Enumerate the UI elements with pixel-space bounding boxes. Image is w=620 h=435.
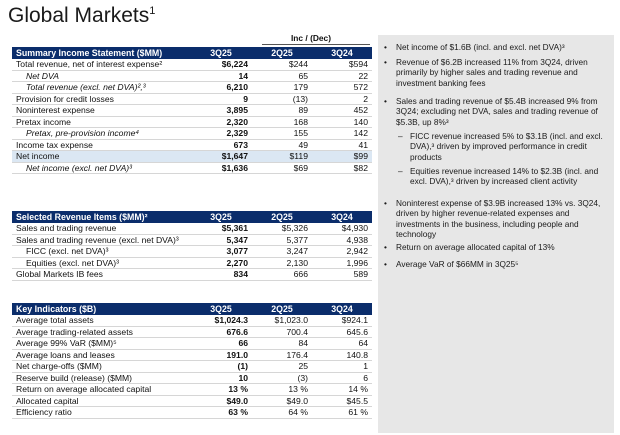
bullet-text: Return on average allocated capital of 13%: [396, 242, 555, 252]
row-label: Income tax expense: [12, 139, 190, 151]
cell-value: $4,930: [312, 223, 372, 234]
column-header: 3Q25: [190, 303, 252, 315]
table-header-row: [12, 303, 372, 315]
cell-value: 4,938: [312, 234, 372, 246]
bullet-dot-icon: •: [384, 42, 387, 52]
cell-value: 22: [312, 70, 372, 82]
summary-income-statement-table: [12, 47, 372, 174]
cell-value: (3): [252, 372, 312, 384]
table-row: [12, 139, 372, 151]
cell-value: $1,023.0: [252, 315, 312, 326]
table-header-row: [12, 47, 372, 59]
cell-value: 13 %: [190, 384, 252, 396]
cell-value: 2,130: [252, 257, 312, 269]
table-row: [12, 162, 372, 174]
row-label: Average 99% VaR ($MM)⁵: [12, 338, 190, 350]
table-row: [12, 59, 372, 70]
cell-value: 61 %: [312, 407, 372, 419]
cell-value: $49.0: [190, 395, 252, 407]
column-header: 2Q25: [252, 303, 312, 315]
bullet-text: Average VaR of $66MM in 3Q25⁵: [396, 259, 519, 269]
cell-value: 589: [312, 269, 372, 281]
cell-value: 49: [252, 139, 312, 151]
row-label: FICC (excl. net DVA)³: [12, 246, 190, 258]
cell-value: $6,224: [190, 59, 252, 70]
page-title: Global Markets$^1$: [8, 4, 156, 27]
column-header: 3Q25: [190, 211, 252, 223]
cell-value: $45.5: [312, 395, 372, 407]
cell-value: 179: [252, 82, 312, 94]
cell-value: 1: [312, 361, 372, 373]
table-row: [12, 151, 372, 163]
table-row: [12, 326, 372, 338]
cell-value: 673: [190, 139, 252, 151]
table-row: [12, 82, 372, 94]
cell-value: 6,210: [190, 82, 252, 94]
row-label: Reserve build (release) ($MM): [12, 372, 190, 384]
table-section-title: Selected Revenue Items ($MM)²: [12, 211, 190, 223]
cell-value: 64 %: [252, 407, 312, 419]
bullet-dot-icon: •: [384, 96, 387, 106]
row-label: Pretax income: [12, 116, 190, 128]
cell-value: 41: [312, 139, 372, 151]
row-label: Provision for credit losses: [12, 93, 190, 105]
commentary-bullet: [384, 42, 610, 52]
table-row: [12, 269, 372, 281]
cell-value: 700.4: [252, 326, 312, 338]
cell-value: 140: [312, 116, 372, 128]
bullet-text: Equities revenue increased 14% to $2.3B (incl. and excl. DVA),³ driven by increased client activity: [410, 166, 599, 187]
table-section-title: Summary Income Statement ($MM): [12, 47, 190, 59]
cell-value: 2,329: [190, 128, 252, 140]
table-row: [12, 384, 372, 396]
cell-value: 5,347: [190, 234, 252, 246]
cell-value: 1,996: [312, 257, 372, 269]
row-label: Net income (excl. net DVA)³: [12, 162, 190, 174]
column-header: 3Q24: [312, 303, 372, 315]
commentary-bullet: [384, 242, 610, 252]
bullet-text: Net income of $1.6B (incl. and excl. net DVA)³: [396, 42, 565, 52]
cell-value: 3,895: [190, 105, 252, 117]
table-row: [12, 338, 372, 350]
row-label: Net charge-offs ($MM): [12, 361, 190, 373]
cell-value: 676.6: [190, 326, 252, 338]
row-label: Return on average allocated capital: [12, 384, 190, 396]
cell-value: $49.0: [252, 395, 312, 407]
row-label: Net DVA: [12, 70, 190, 82]
bullet-dot-icon: •: [384, 57, 387, 67]
commentary-bullet: [384, 131, 610, 162]
bullet-text: Revenue of $6.2B increased 11% from 3Q24, driven primarily by higher sales and trading revenue and investment banking fees: [396, 57, 588, 88]
table-row: [12, 246, 372, 258]
cell-value: 3,247: [252, 246, 312, 258]
table-row: [12, 349, 372, 361]
commentary-bullet: [384, 259, 610, 269]
cell-value: 25: [252, 361, 312, 373]
row-label: Efficiency ratio: [12, 407, 190, 419]
cell-value: 2: [312, 93, 372, 105]
bullet-dot-icon: •: [384, 198, 387, 208]
table-row: [12, 257, 372, 269]
row-label: Total revenue, net of interest expense²: [12, 59, 190, 70]
cell-value: 2,270: [190, 257, 252, 269]
cell-value: 176.4: [252, 349, 312, 361]
row-label: Average total assets: [12, 315, 190, 326]
cell-value: 5,377: [252, 234, 312, 246]
dash-bullet-icon: –: [398, 131, 403, 141]
cell-value: 84: [252, 338, 312, 350]
cell-value: 834: [190, 269, 252, 281]
cell-value: 2,320: [190, 116, 252, 128]
cell-value: (13): [252, 93, 312, 105]
table-row: [12, 105, 372, 117]
row-label: Sales and trading revenue: [12, 223, 190, 234]
cell-value: $594: [312, 59, 372, 70]
cell-value: 452: [312, 105, 372, 117]
bullet-text: FICC revenue increased 5% to $3.1B (incl. and excl. DVA),³ driven by improved performance in credit products: [410, 131, 603, 162]
row-label: Allocated capital: [12, 395, 190, 407]
bullet-text: Sales and trading revenue of $5.4B increased 9% from 3Q24; excluding net DVA, sales and trading revenue of $5.3B, up 8%³: [396, 96, 598, 127]
table-row: [12, 315, 372, 326]
table-row: [12, 70, 372, 82]
inc-dec-label: Inc / (Dec): [290, 33, 332, 43]
cell-value: 65: [252, 70, 312, 82]
cell-value: 191.0: [190, 349, 252, 361]
commentary-bullet: [384, 198, 610, 240]
table-row: [12, 93, 372, 105]
table-row: [12, 234, 372, 246]
table-row: [12, 372, 372, 384]
commentary-bullet: [384, 166, 610, 187]
key-indicators-table: [12, 303, 372, 419]
table-row: [12, 128, 372, 140]
table-row: [12, 407, 372, 419]
cell-value: $1,636: [190, 162, 252, 174]
row-label: Global Markets IB fees: [12, 269, 190, 281]
cell-value: 14 %: [312, 384, 372, 396]
table-row: [12, 361, 372, 373]
row-label: Sales and trading revenue (excl. net DVA)³: [12, 234, 190, 246]
commentary-bullet: [384, 96, 610, 127]
cell-value: 3,077: [190, 246, 252, 258]
cell-value: $99: [312, 151, 372, 163]
cell-value: 64: [312, 338, 372, 350]
cell-value: (1): [190, 361, 252, 373]
table-row: [12, 116, 372, 128]
table-row: [12, 395, 372, 407]
cell-value: 14: [190, 70, 252, 82]
row-label: Average loans and leases: [12, 349, 190, 361]
cell-value: $1,647: [190, 151, 252, 163]
row-label: Equities (excl. net DVA)³: [12, 257, 190, 269]
selected-revenue-items-table: [12, 211, 372, 281]
commentary-bullet: [384, 57, 610, 88]
cell-value: 89: [252, 105, 312, 117]
table-section-title: Key Indicators ($B): [12, 303, 190, 315]
column-header: 3Q24: [312, 211, 372, 223]
cell-value: $5,361: [190, 223, 252, 234]
cell-value: $119: [252, 151, 312, 163]
cell-value: 140.8: [312, 349, 372, 361]
cell-value: $924.1: [312, 315, 372, 326]
bullet-dot-icon: •: [384, 259, 387, 269]
cell-value: 13 %: [252, 384, 312, 396]
bullet-dot-icon: •: [384, 242, 387, 252]
table-row: [12, 223, 372, 234]
cell-value: 10: [190, 372, 252, 384]
row-label: Pretax, pre-provision income⁴: [12, 128, 190, 140]
cell-value: 63 %: [190, 407, 252, 419]
title-footnote-marker: 1: [149, 5, 156, 17]
cell-value: 645.6: [312, 326, 372, 338]
row-label: Average trading-related assets: [12, 326, 190, 338]
row-label: Total revenue (excl. net DVA)²,³: [12, 82, 190, 94]
cell-value: 6: [312, 372, 372, 384]
cell-value: 2,942: [312, 246, 372, 258]
column-header: 2Q25: [252, 47, 312, 59]
dash-bullet-icon: –: [398, 166, 403, 176]
inc-dec-divider: [262, 44, 370, 45]
bullet-text: Noninterest expense of $3.9B increased 13% vs. 3Q24, driven by higher revenue-related expenses and investments in the business, including people and technology: [396, 198, 601, 240]
cell-value: 666: [252, 269, 312, 281]
cell-value: $1,024.3: [190, 315, 252, 326]
row-label: Net income: [12, 151, 190, 163]
row-label: Noninterest expense: [12, 105, 190, 117]
cell-value: 168: [252, 116, 312, 128]
column-header: 3Q24: [312, 47, 372, 59]
cell-value: $69: [252, 162, 312, 174]
cell-value: 155: [252, 128, 312, 140]
cell-value: 9: [190, 93, 252, 105]
cell-value: $244: [252, 59, 312, 70]
cell-value: 572: [312, 82, 372, 94]
column-header: 3Q25: [190, 47, 252, 59]
cell-value: 66: [190, 338, 252, 350]
cell-value: 142: [312, 128, 372, 140]
cell-value: $82: [312, 162, 372, 174]
table-header-row: [12, 211, 372, 223]
cell-value: $5,326: [252, 223, 312, 234]
column-header: 2Q25: [252, 211, 312, 223]
